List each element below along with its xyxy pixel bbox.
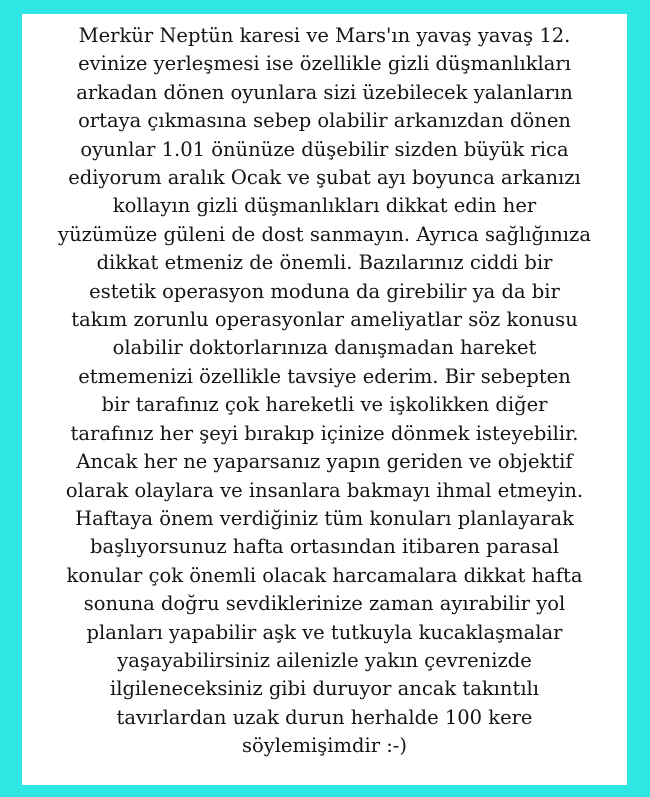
text-line: Ancak her ne yaparsanız yapın geriden ve objektif <box>76 450 573 474</box>
text-line: yüzümüze güleni de dost sanmayın. Ayrıca sağlığınıza <box>58 222 591 246</box>
text-line: konular çok önemli olacak harcamalara dikkat hafta <box>66 563 583 587</box>
text-line: kollayın gizli düşmanlıkları dikkat edin her <box>112 194 537 218</box>
text-line: estetik operasyon moduna da girebilir ya da bir <box>89 279 560 303</box>
text-line: takım zorunlu operasyonlar ameliyatlar söz konusu <box>71 308 578 332</box>
text-line: tavırlardan uzak durun herhalde 100 kere <box>116 705 533 729</box>
horoscope-text <box>22 22 627 761</box>
text-line: evinize yerleşmesi ise özellikle gizli düşmanlıkları <box>78 52 571 76</box>
text-line: arkadan dönen oyunlara sizi üzebilecek yalanların <box>76 80 573 104</box>
text-line: tarafınız her şeyi bırakıp içinize dönmek isteyebilir. <box>70 421 579 445</box>
text-line: olarak olaylara ve insanlara bakmayı ihmal etmeyin. <box>65 478 584 502</box>
text-line: dikkat etmeniz de önemli. Bazılarınız ciddi bir <box>96 251 553 275</box>
text-line: ortaya çıkmasına sebep olabilir arkanızdan dönen <box>78 109 571 133</box>
text-line: Haftaya önem verdiğiniz tüm konuları planlayarak <box>75 506 574 530</box>
text-line: etmemenizi özellikle tavsiye ederim. Bir sebepten <box>78 364 571 388</box>
text-line: başlıyorsunuz hafta ortasından itibaren parasal <box>89 535 560 559</box>
text-line: ilgileneceksiniz gibi duruyor ancak takıntılı <box>109 677 540 701</box>
text-card <box>22 14 627 785</box>
text-line: ediyorum aralık Ocak ve şubat ayı boyunca arkanızı <box>68 166 581 190</box>
text-line: olabilir doktorlarınıza danışmadan hareket <box>112 336 537 360</box>
text-line: bir tarafınız çok hareketli ve işkolikken diğer <box>101 393 548 417</box>
text-line: yaşayabilirsiniz ailenizle yakın çevrenizde <box>117 648 532 672</box>
text-line: planları yapabilir aşk ve tutkuyla kucaklaşmalar <box>86 620 563 644</box>
text-line: sonuna doğru sevdiklerinize zaman ayırabilir yol <box>83 592 566 616</box>
text-line: Merkür Neptün karesi ve Mars'ın yavaş yavaş 12. <box>78 24 571 47</box>
text-line: oyunlar 1.01 önünüze düşebilir sizden büyük rica <box>80 137 569 161</box>
text-line: söylemişimdir :-) <box>241 734 407 758</box>
